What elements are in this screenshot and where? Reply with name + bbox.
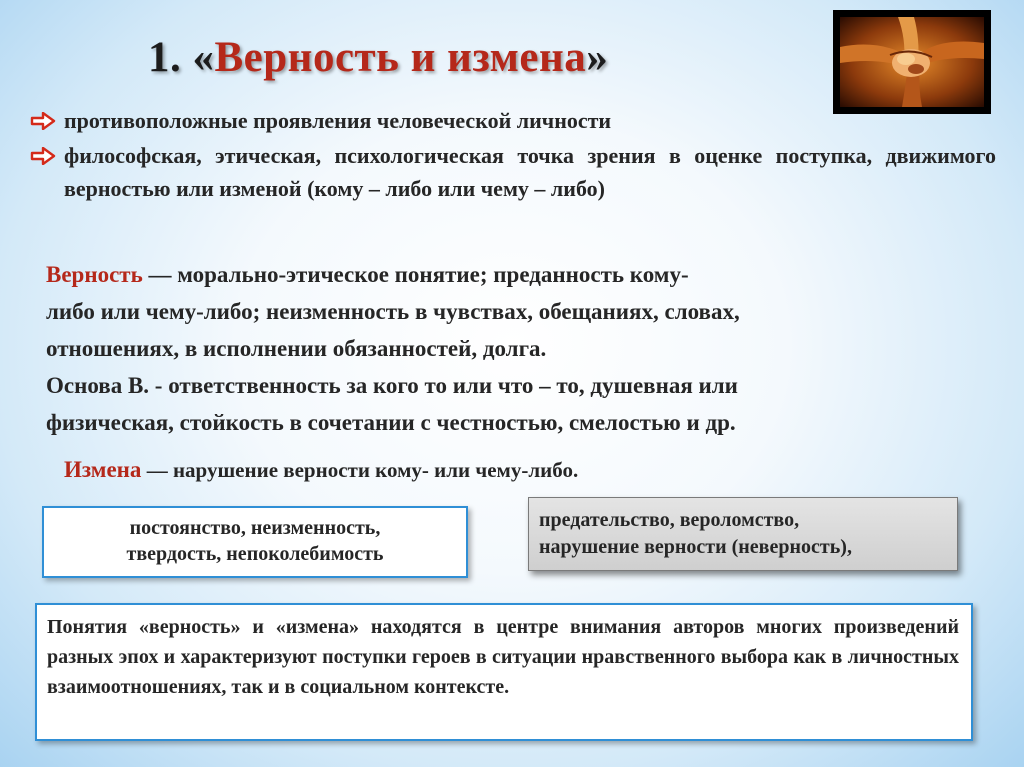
title-close: » xyxy=(586,34,609,81)
arrow-right-icon xyxy=(30,147,56,165)
betrayal-term: Измена xyxy=(64,457,142,482)
bullet-item xyxy=(30,104,996,137)
definition-line: Основа В. - ответственность за кого то или что – то, душевная или xyxy=(46,373,738,398)
fidelity-term: Верность xyxy=(46,262,143,287)
arrow-right-icon xyxy=(30,112,56,130)
title-accent: Верность и измена xyxy=(214,34,587,81)
betrayal-definition xyxy=(64,457,578,483)
title-number: 1. « xyxy=(148,34,215,81)
box-line: нарушение верности (неверность), xyxy=(539,536,852,558)
fidelity-synonyms-box xyxy=(42,506,468,578)
bullet-text: философская, этическая, психологическая точка зрения в оценке поступка, движимого верностью или изменой (кому – либо или чему – либо) xyxy=(64,143,996,201)
bullet-item xyxy=(30,139,996,205)
fidelity-definition xyxy=(46,256,966,441)
concept-box: Понятия «верность» и «измена» находятся в центре внимания авторов многих произведений разных эпох и характеризуют поступки героев в ситуации нравственного выбора как в личностных взаимоотношениях, так и в социальном контексте. xyxy=(35,603,973,741)
definition-line: — морально-этическое понятие; преданность кому- xyxy=(142,262,689,287)
box-line: постоянство, неизменность, xyxy=(129,517,381,539)
box-line: твердость, непоколебимость xyxy=(126,543,384,565)
definition-line: либо или чему-либо; неизменность в чувствах, обещаниях, словах, xyxy=(46,299,740,324)
betrayal-text: — нарушение верности кому- или чему-либо. xyxy=(141,458,579,482)
definition-line: отношениях, в исполнении обязанностей, долга. xyxy=(46,336,547,361)
bullet-text: противоположные проявления человеческой личности xyxy=(64,108,612,133)
betrayal-synonyms-box xyxy=(528,497,958,571)
box-line: предательство, вероломство, xyxy=(539,509,800,531)
bullet-list xyxy=(30,104,996,207)
joined-hands-photo xyxy=(833,10,991,114)
slide-title xyxy=(148,33,608,82)
definition-line: физическая, стойкость в сочетании с честностью, смелостью и др. xyxy=(46,410,736,435)
